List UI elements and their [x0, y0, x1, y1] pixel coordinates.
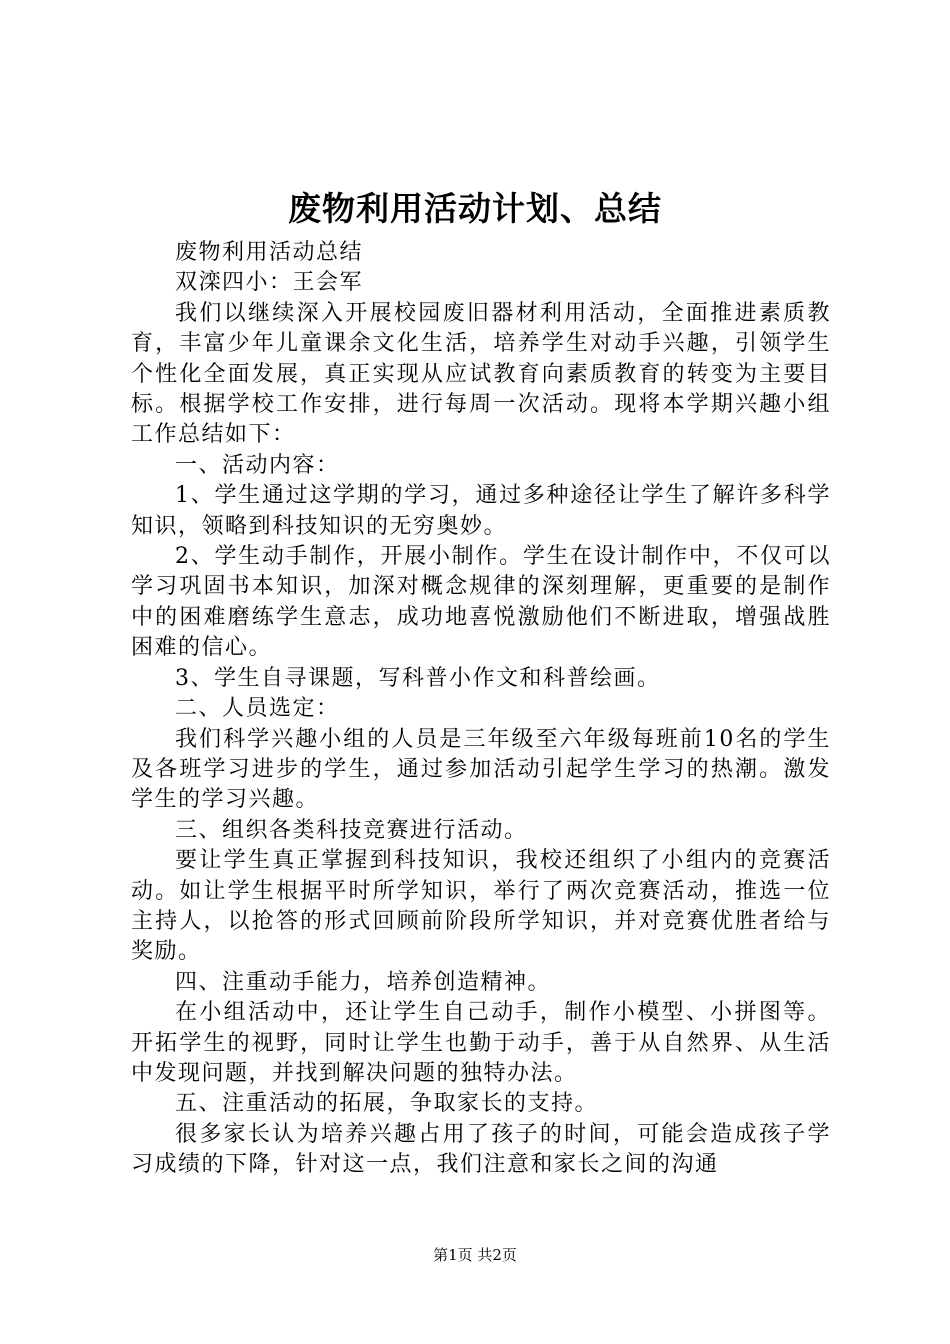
paragraph-parents: 很多家长认为培养兴趣占用了孩子的时间，可能会造成孩子学习成绩的下降，针对这一点，我们注意和家长之间的沟通 — [131, 1121, 831, 1178]
paragraph-hands-on: 在小组活动中，还让学生自己动手，制作小模型、小拼图等。开拓学生的视野，同时让学生也勤于动手，善于从自然界、从生活中发现问题，并找到解决问题的独特办法。 — [131, 1000, 831, 1086]
section-heading-hands-on: 四、注重动手能力，培养创造精神。 — [175, 969, 552, 995]
paragraph-author: 双滦四小：王会军 — [175, 270, 364, 296]
section-heading-activities: 一、活动内容： — [175, 452, 340, 478]
paragraph-subtitle: 废物利用活动总结 — [175, 240, 364, 265]
paragraph-intro: 我们以继续深入开展校园废旧器材利用活动，全面推进素质教育，丰富少年儿童课余文化生活，培养学生对动手兴趣，引领学生个性化全面发展，真正实现从应试教育向素质教育的转变为主要目标。根据学校工作安排，进行每周一次活动。现将本学期兴趣小组工作总结如下： — [131, 300, 831, 448]
section-heading-personnel: 二、人员选定： — [175, 696, 340, 722]
document-body — [131, 238, 831, 1181]
page-number-footer: 第1页 共2页 — [433, 1246, 517, 1264]
section-heading-parents: 五、注重活动的拓展，争取家长的支持。 — [175, 1091, 599, 1117]
paragraph-item-2: 2、学生动手制作，开展小制作。学生在设计制作中，不仅可以学习巩固书本知识，加深对概念规律的深刻理解，更重要的是制作中的困难磨练学生意志，成功地喜悦激励他们不断进取，增强战胜困难的信心。 — [131, 544, 831, 661]
paragraph-item-1: 1、学生通过这学期的学习，通过多种途径让学生了解许多科学知识，领略到科技知识的无穷奥妙。 — [131, 483, 831, 539]
paragraph-competitions: 要让学生真正掌握到科技知识，我校还组织了小组内的竞赛活动。如让学生根据平时所学知识，举行了两次竞赛活动，推选一位主持人，以抢答的形式回顾前阶段所学知识，并对竞赛优胜者给与奖励。 — [131, 848, 831, 965]
document-title: 废物利用活动计划、总结 — [288, 189, 662, 228]
paragraph-personnel: 我们科学兴趣小组的人员是三年级至六年级每班前10名的学生及各班学习进步的学生，通过参加活动引起学生学习的热潮。激发学生的学习兴趣。 — [131, 726, 831, 813]
section-heading-competitions: 三、组织各类科技竞赛进行活动。 — [175, 817, 528, 843]
paragraph-item-3: 3、学生自寻课题，写科普小作文和科普绘画。 — [175, 665, 661, 691]
